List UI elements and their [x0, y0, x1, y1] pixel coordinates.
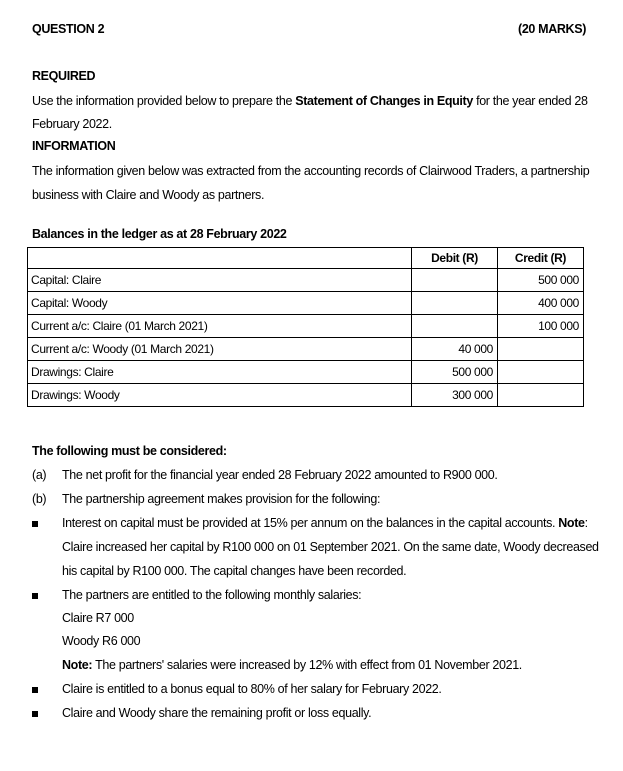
- bullet-1-line-1: [62, 516, 588, 530]
- row-credit: 400 000: [498, 292, 584, 315]
- table-row: [28, 269, 584, 292]
- row-description: Capital: Claire: [28, 269, 412, 292]
- row-description: Current a/c: Claire (01 March 2021): [28, 315, 412, 338]
- ledger-table: [27, 247, 584, 407]
- row-debit: [412, 269, 498, 292]
- statement-title: Statement of Changes in Equity: [295, 94, 473, 108]
- bullet-square-icon: [32, 593, 38, 599]
- row-credit: [498, 384, 584, 407]
- row-credit: 100 000: [498, 315, 584, 338]
- bullet-2-line-1: The partners are entitled to the following monthly salaries:: [62, 588, 362, 602]
- row-credit: 500 000: [498, 269, 584, 292]
- row-debit: [412, 292, 498, 315]
- bullet-1-line-3: his capital by R100 000. The capital changes have been recorded.: [62, 564, 407, 578]
- question-marks: (20 MARKS): [518, 22, 587, 36]
- bullet-1-line-1-post: :: [584, 516, 588, 530]
- bullet-square-icon: [32, 521, 38, 527]
- ledger-title: Balances in the ledger as at 28 February 2022: [32, 227, 287, 241]
- information-line-1: The information given below was extracted from the accounting records of Clairwood Traders, a partnership: [32, 164, 590, 178]
- row-debit: 40 000: [412, 338, 498, 361]
- bullet-4: Claire and Woody share the remaining profit or loss equally.: [62, 706, 372, 720]
- salary-claire: Claire R7 000: [62, 611, 134, 625]
- bullet-1-note: Note: [558, 516, 585, 530]
- salary-woody: Woody R6 000: [62, 634, 141, 648]
- bullet-square-icon: [32, 711, 38, 717]
- table-row: [28, 384, 584, 407]
- information-heading: INFORMATION: [32, 139, 116, 153]
- row-description: Capital: Woody: [28, 292, 412, 315]
- row-description: Current a/c: Woody (01 March 2021): [28, 338, 412, 361]
- row-description: Drawings: Woody: [28, 384, 412, 407]
- table-row: [28, 338, 584, 361]
- item-a-label: (a): [32, 468, 47, 482]
- row-credit: [498, 338, 584, 361]
- table-row: [28, 315, 584, 338]
- salary-note: [62, 658, 522, 672]
- ledger-header-description: [28, 248, 412, 269]
- table-row: [28, 361, 584, 384]
- item-b-label: (b): [32, 492, 47, 506]
- salary-note-label: Note:: [62, 658, 93, 672]
- bullet-1-line-1-pre: Interest on capital must be provided at 15% per annum on the balances in the capital accounts.: [62, 516, 559, 530]
- item-b-text: The partnership agreement makes provision for the following:: [62, 492, 381, 506]
- considerations-heading: The following must be considered:: [32, 444, 227, 458]
- required-heading: REQUIRED: [32, 69, 96, 83]
- ledger-header-credit: Credit (R): [498, 248, 584, 269]
- required-line-1-post: for the year ended 28: [472, 94, 588, 108]
- row-debit: 500 000: [412, 361, 498, 384]
- information-line-2: business with Claire and Woody as partners.: [32, 188, 265, 202]
- item-a-text: The net profit for the financial year ended 28 February 2022 amounted to R900 000.: [62, 468, 498, 482]
- bullet-3: Claire is entitled to a bonus equal to 80% of her salary for February 2022.: [62, 682, 442, 696]
- salary-note-text: The partners' salaries were increased by 12% with effect from 01 November 2021.: [92, 658, 522, 672]
- required-line-1: [32, 94, 588, 108]
- table-row: [28, 292, 584, 315]
- question-title: QUESTION 2: [32, 22, 105, 36]
- bullet-square-icon: [32, 687, 38, 693]
- row-debit: 300 000: [412, 384, 498, 407]
- required-line-2: February 2022.: [32, 117, 112, 131]
- required-line-1-pre: Use the information provided below to prepare the: [32, 94, 296, 108]
- ledger-header-debit: Debit (R): [412, 248, 498, 269]
- row-credit: [498, 361, 584, 384]
- bullet-1-line-2: Claire increased her capital by R100 000 on 01 September 2021. On the same date, Woody decreased: [62, 540, 599, 554]
- row-debit: [412, 315, 498, 338]
- ledger-header-row: [28, 248, 584, 269]
- row-description: Drawings: Claire: [28, 361, 412, 384]
